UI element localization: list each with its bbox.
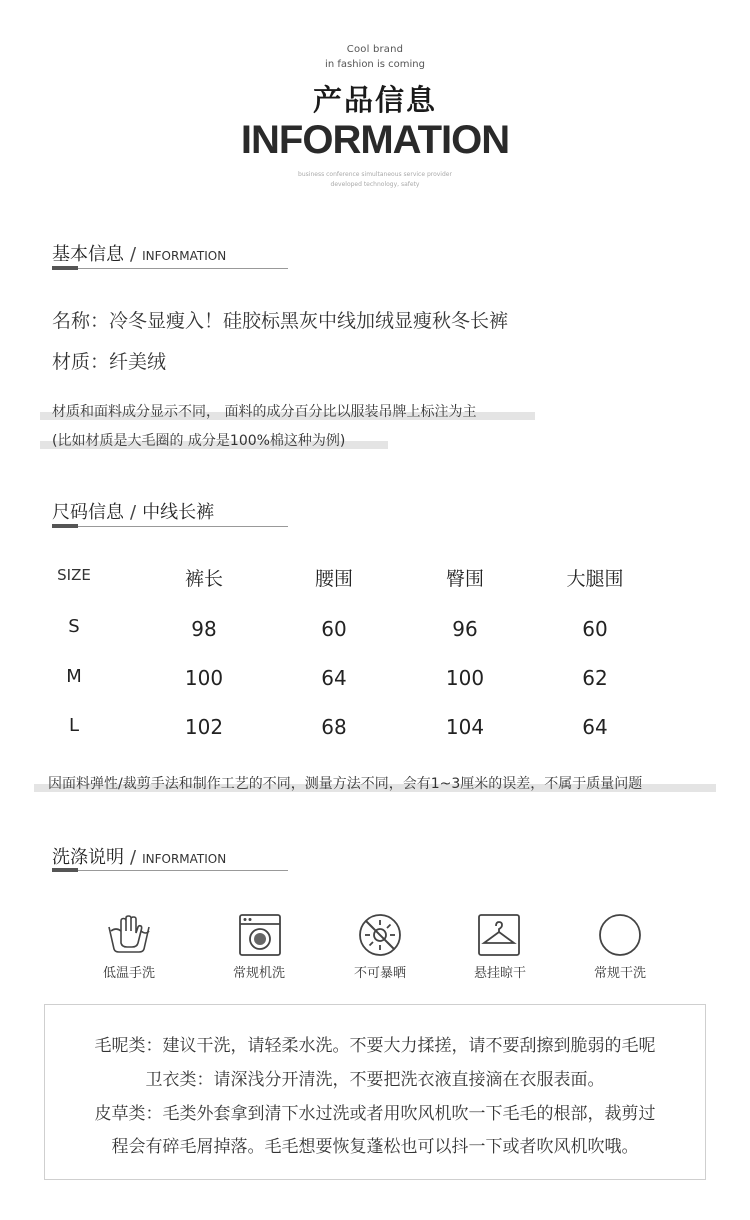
table-cell: 60 <box>321 617 347 641</box>
section-accent-bar <box>52 266 78 270</box>
table-cell-size: S <box>68 616 80 637</box>
section-heading-basic-en: INFORMATION <box>142 249 227 263</box>
table-header-thigh: 大腿围 <box>566 568 624 590</box>
hand-wash-icon <box>107 913 151 961</box>
table-cell: 60 <box>582 617 608 641</box>
wash-label: 常规机洗 <box>232 966 285 981</box>
section-heading-wash-cn: 洗涤说明 <box>52 847 124 868</box>
wash-label: 不可暴晒 <box>353 966 406 981</box>
size-note: 因面料弹性/裁剪手法和制作工艺的不同，测量方法不同，会有1~3厘米的误差，不属于质量问题 <box>48 776 643 792</box>
table-cell: 96 <box>452 617 478 641</box>
table-cell: 100 <box>184 666 224 690</box>
section-accent-bar <box>52 524 78 528</box>
section-underline <box>52 268 288 269</box>
table-cell-size: M <box>66 666 82 687</box>
care-line-wool: 毛呢类：建议干洗，请轻柔水洗。不要大力揉搓，请不要刮擦到脆弱的毛呢 <box>94 1036 656 1056</box>
header-small-text-1: business conference simultaneous service provider <box>298 171 452 178</box>
page-title: 产品信息 <box>312 83 437 117</box>
section-heading-size <box>52 498 214 524</box>
table-cell: 100 <box>445 666 485 690</box>
header-small-text-2: developed technology, safety <box>330 181 420 188</box>
section-accent-bar <box>52 868 78 872</box>
section-heading-basic <box>52 240 226 266</box>
heading-slash: / <box>130 847 137 868</box>
table-cell-size: L <box>68 715 80 736</box>
care-line-hoodie: 卫衣类：请深浅分开清洗，不要把洗衣液直接滴在衣服表面。 <box>145 1070 605 1090</box>
product-name: 名称：冷冬显瘦入！硅胶标黑灰中线加绒显瘦秋冬长裤 <box>52 310 509 332</box>
material-note-1: 材质和面料成分显示不同， 面料的成分百分比以服装吊牌上标注为主 <box>52 404 477 420</box>
material-note-2: (比如材质是大毛圈的 成分是100%棉这种为例) <box>52 433 346 449</box>
section-heading-wash <box>52 843 226 869</box>
heading-slash: / <box>130 244 137 265</box>
section-heading-size-sub: 中线长裤 <box>142 502 215 523</box>
dry-clean-icon <box>598 913 642 961</box>
table-cell: 64 <box>321 666 347 690</box>
care-line-fur-cont: 程会有碎毛屑掉落。毛毛想要恢复蓬松也可以抖一下或者吹风机吹哦。 <box>111 1137 639 1157</box>
wash-label: 低温手洗 <box>102 966 155 981</box>
section-heading-size-cn: 尺码信息 <box>52 502 124 523</box>
table-cell: 104 <box>445 715 485 739</box>
heading-slash: / <box>130 502 137 523</box>
wash-label: 悬挂晾干 <box>473 966 526 981</box>
table-cell: 68 <box>321 715 347 739</box>
section-heading-wash-en: INFORMATION <box>142 852 227 866</box>
section-underline <box>52 526 288 527</box>
table-cell: 102 <box>184 715 224 739</box>
table-header-hip: 臀围 <box>445 568 484 590</box>
table-header-size: SIZE <box>57 566 91 584</box>
brand-tagline-1: Cool brand <box>346 44 404 55</box>
page-title-en: INFORMATION <box>240 118 510 162</box>
product-material: 材质：纤美绒 <box>52 351 167 373</box>
table-header-waist: 腰围 <box>314 568 353 590</box>
table-cell: 64 <box>582 715 608 739</box>
section-underline <box>52 870 288 871</box>
hang-dry-icon <box>477 913 521 961</box>
wash-label: 常规干洗 <box>593 966 646 981</box>
machine-wash-icon <box>238 913 282 961</box>
section-heading-basic-cn: 基本信息 <box>52 244 124 265</box>
care-line-fur: 皮草类：毛类外套拿到清下水过洗或者用吹风机吹一下毛毛的根部，裁剪过 <box>94 1104 656 1124</box>
table-cell: 98 <box>191 617 217 641</box>
brand-tagline-2: in fashion is coming <box>325 59 425 70</box>
table-header-length: 裤长 <box>184 568 223 590</box>
table-cell: 62 <box>582 666 608 690</box>
no-sun-icon <box>358 913 402 961</box>
